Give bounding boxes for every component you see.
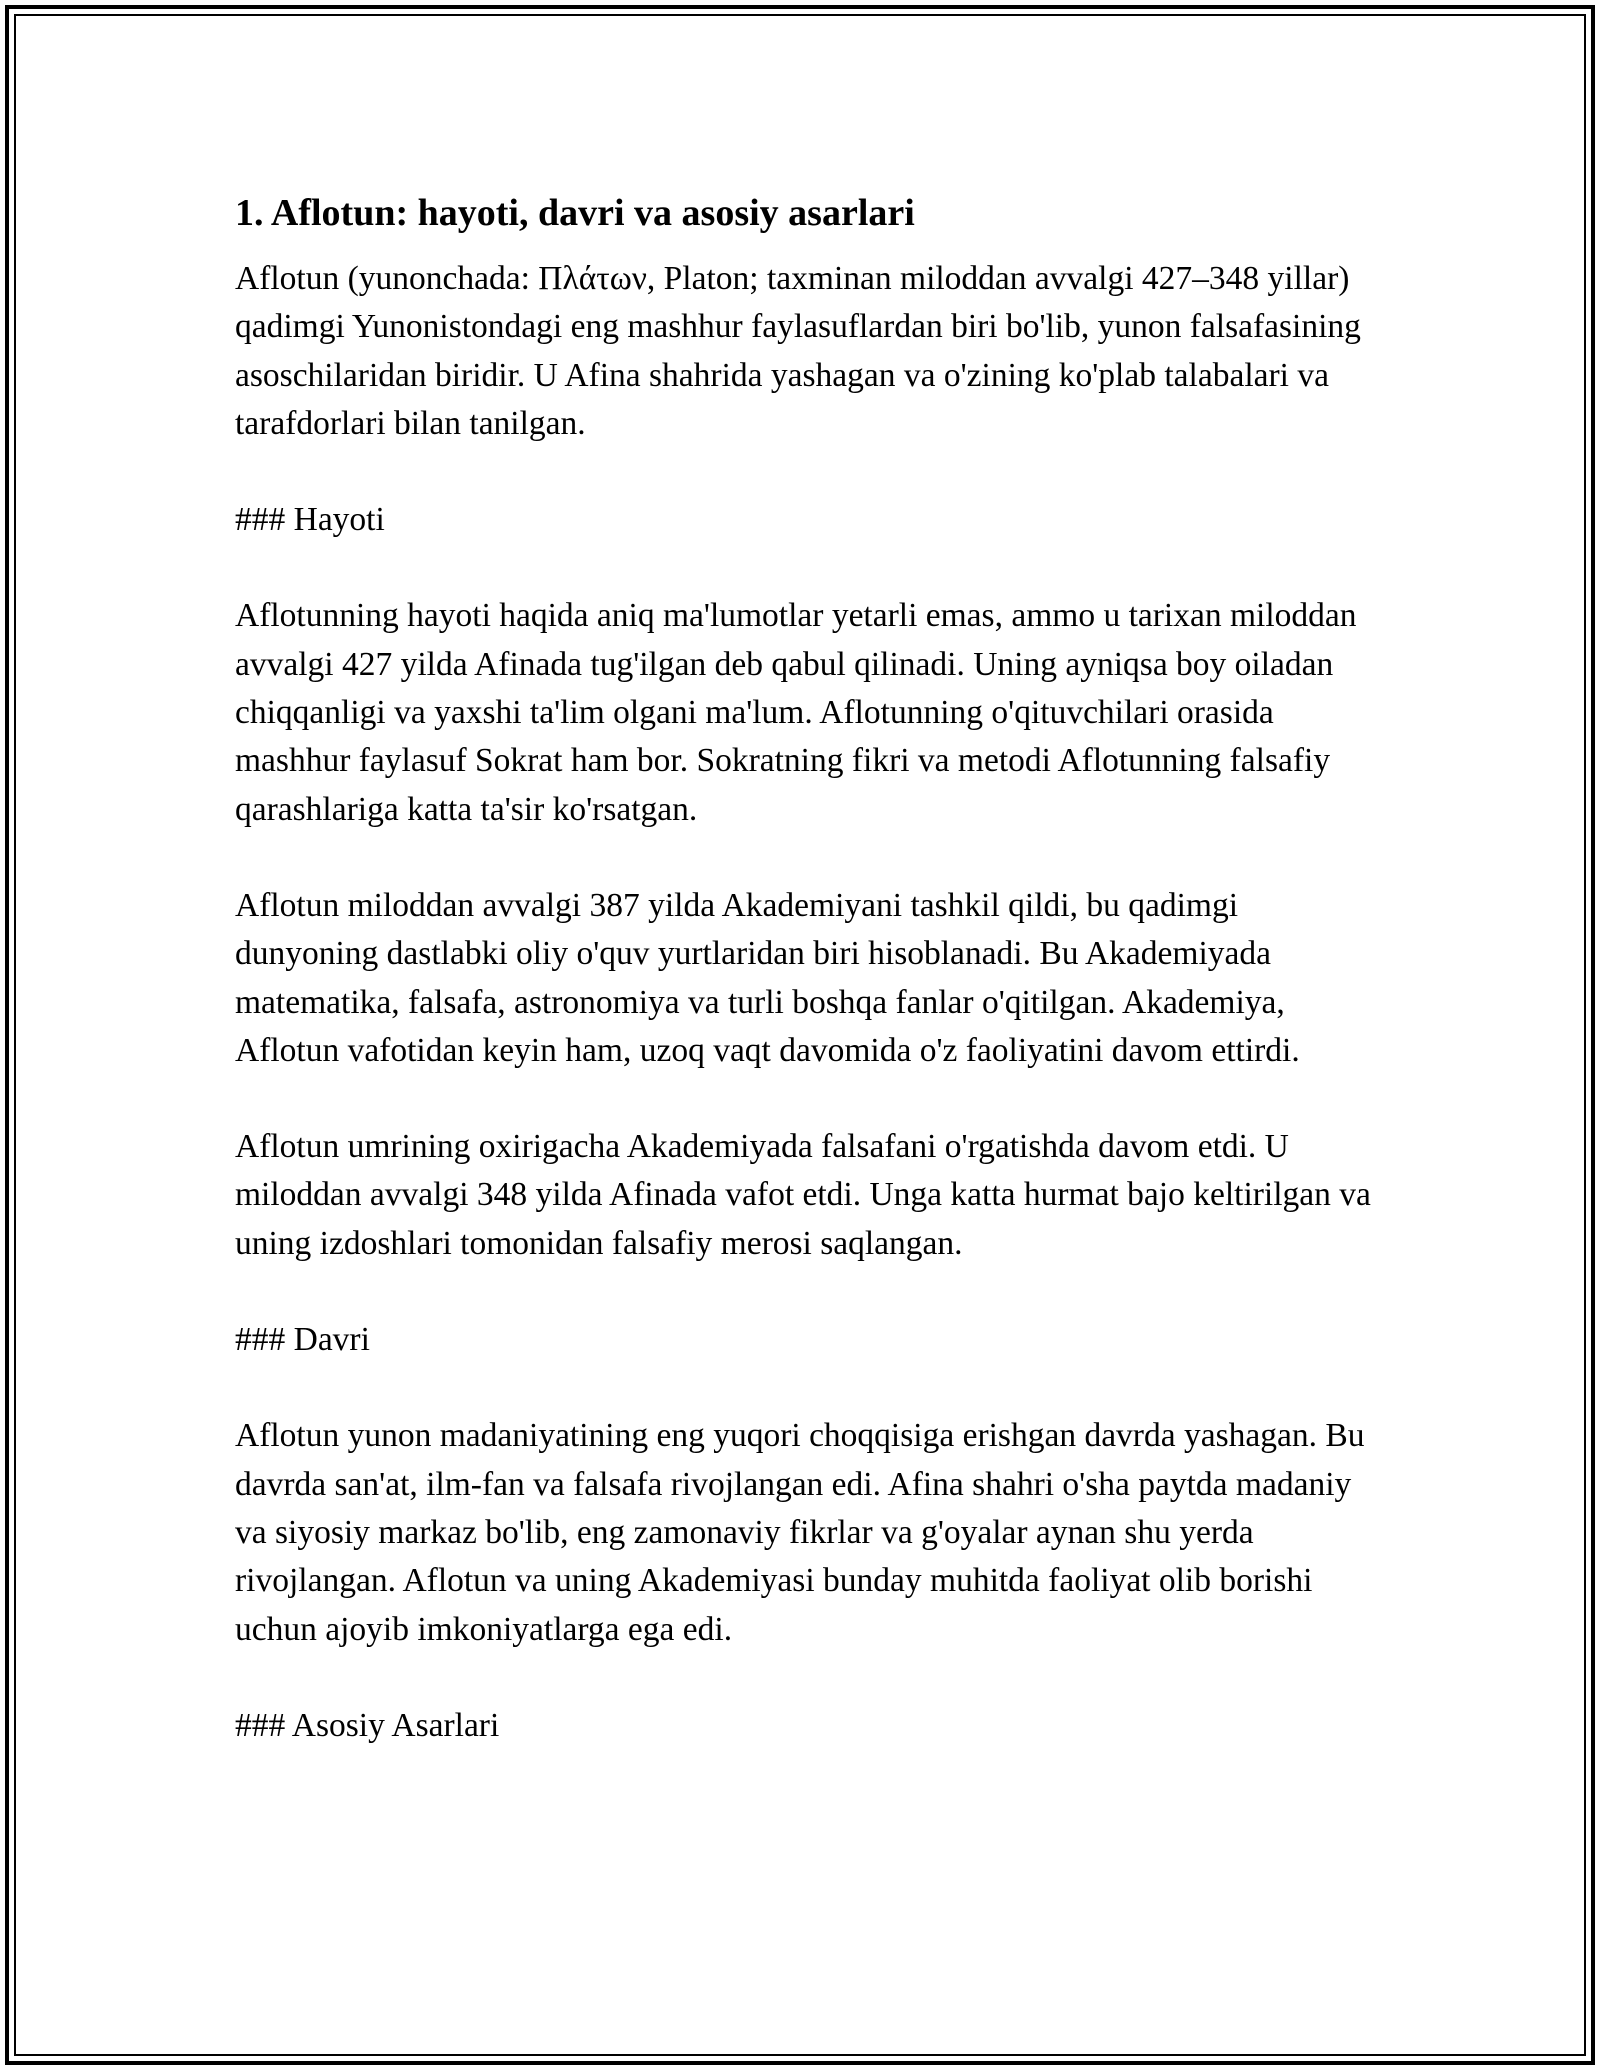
document-body bbox=[235, 186, 1385, 1798]
section-heading-davri: ### Davri bbox=[235, 1321, 370, 1359]
paragraph-davri-1: Aflotun yunon madaniyatining eng yuqori choqqisiga erishgan davrda yashagan. Bu davrda san'at, ilm-fan va falsafa rivojlangan edi. Afina shahri o'sha paytda madaniy va siyosiy markaz bo'lib, eng zamonaviy fikrlar va g'oyalar aynan shu yerda rivojlangan. Aflotun va uning Akademiyasi bunday muhitda faoliyat olib borishi uchun ajoyib imkoniyatlarga ega edi. bbox=[235, 1417, 1365, 1648]
paragraph-hayoti-3: Aflotun umrining oxirigacha Akademiyada falsafani o'rgatishda davom etdi. U miloddan avvalgi 348 yilda Afinada vafot etdi. Unga katta hurmat bajo keltirilgan va uning izdoshlari tomonidan falsafiy merosi saqlangan. bbox=[235, 1128, 1371, 1262]
paragraph-hayoti-2: Aflotun miloddan avvalgi 387 yilda Akademiyani tashkil qildi, bu qadimgi dunyoning dastlabki oliy o'quv yurtlaridan biri hisoblanadi. Bu Akademiyada matematika, falsafa, astronomiya va turli boshqa fanlar o'qitilgan. Akademiya, Aflotun vafotidan keyin ham, uzoq vaqt davomida o'z faoliyatini davom ettirdi. bbox=[235, 886, 1300, 1069]
paragraph-hayoti-1: Aflotunning hayoti haqida aniq ma'lumotlar yetarli emas, ammo u tarixan miloddan avvalgi 427 yilda Afinada tug'ilgan deb qabul qilinadi. Uning ayniqsa boy oiladan chiqqanligi va yaxshi ta'lim olgani ma'lum. Aflotunning o'qituvchilari orasida mashhur faylasuf Sokrat ham bor. Sokratning fikri va metodi Aflotunning falsafiy qarashlariga katta ta'sir ko'rsatgan. bbox=[235, 597, 1357, 828]
section-heading-hayoti: ### Hayoti bbox=[235, 501, 385, 539]
document-title: 1. Aflotun: hayoti, davri va asosiy asarlari bbox=[235, 192, 915, 234]
paragraph-intro: Aflotun (yunonchada: Πλάτων, Platon; taxminan miloddan avvalgi 427–348 yillar) qadimgi Yunonistondagi eng mashhur faylasuflardan biri bo'lib, yunon falsafasining asoschilaridan biridir. U Afina shahrida yashagan va o'zining ko'plab talabalari va tarafdorlari bilan tanilgan. bbox=[235, 260, 1361, 442]
section-heading-asosiy-asarlari: ### Asosiy Asarlari bbox=[235, 1706, 500, 1744]
